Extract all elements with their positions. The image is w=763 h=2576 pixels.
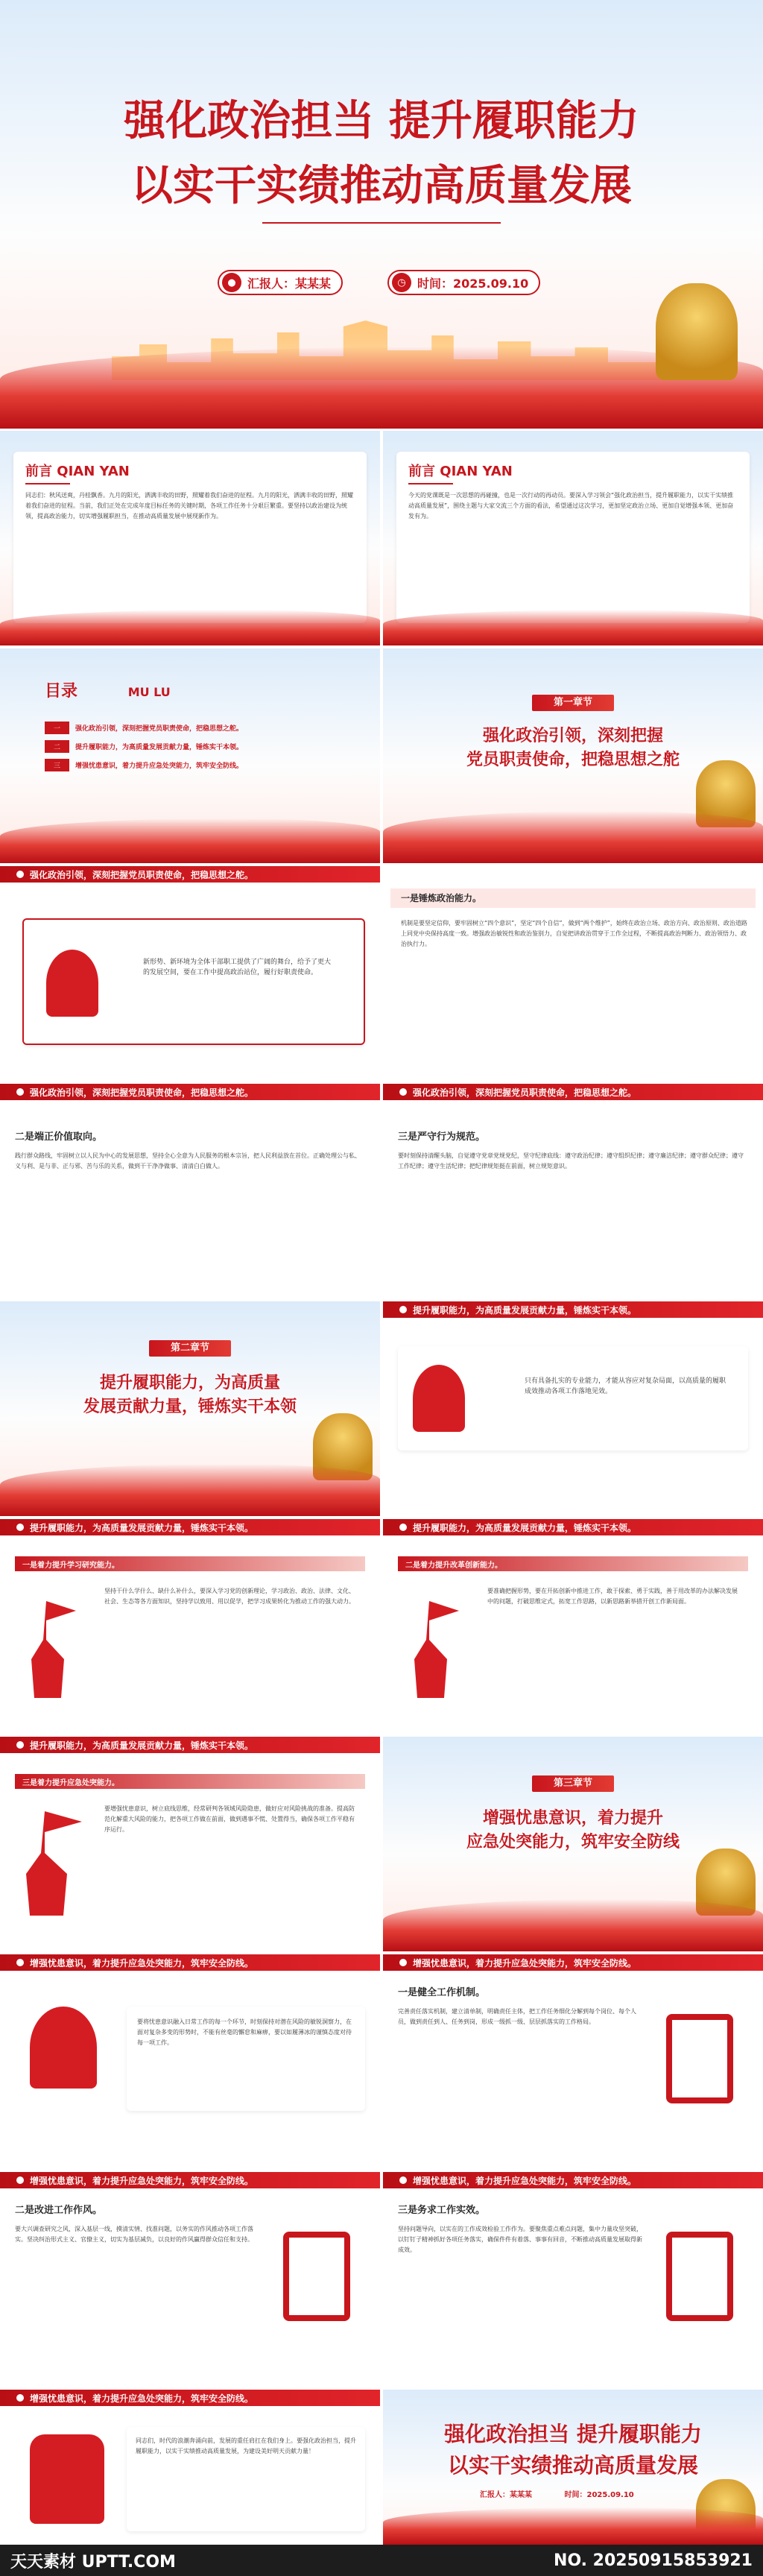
reading-person-icon [30, 2007, 97, 2089]
s2a-bar [0, 1519, 380, 1535]
preface-title-underline-right [408, 483, 453, 484]
preface-title-right: 前言 QIAN YAN [408, 464, 513, 479]
s3-slide-left [0, 1954, 380, 2169]
s1b-bar-text: 强化政治引领，深刻把握党员职责使命，把稳思想之舵。 [30, 1087, 254, 1098]
closing-reporter-text: 汇报人：某某某 [480, 2491, 532, 2499]
clipboard-icon [666, 2232, 733, 2321]
s3c-bar-text: 增强忧患意识，着力提升应急处突能力，筑牢安全防线。 [30, 2393, 254, 2404]
s1b-bar [0, 1084, 380, 1100]
bar-dot [399, 1088, 407, 1096]
preface-title: 前言 QIAN YAN [25, 464, 130, 479]
s2b-bar [0, 1737, 380, 1753]
s2b-left-heading-bar [15, 1774, 365, 1789]
toc-ribbon [0, 818, 380, 863]
cover-slide [0, 0, 763, 429]
chapter1-badge: 第一章节 [532, 695, 614, 711]
s3c-bar [0, 2390, 380, 2406]
s2-card [398, 1346, 748, 1450]
toc-title [45, 678, 171, 701]
s3-bar-right [383, 1954, 763, 1971]
preface-card-right [396, 452, 750, 623]
s1b-right-heading: 三是严守行为规范。 [398, 1131, 486, 1143]
preface-text-right: 今天的党课既是一次思想的再碰撞，也是一次行动的再动员。要深入学习领会“强化政治担当，提升履职能力，以实干实绩推动高质量发展”，围绕主题与大家交流三个方面的看法，希望通过这次学习，更加坚定政治立场、更加自觉增强本领、更加奋发有为。 [408, 492, 734, 520]
s2-card-text: 只有具备扎实的专业能力，才能从容应对复杂局面，以高质量的履职成效推动各项工作落地见效。 [525, 1377, 726, 1395]
s2a-slide-left [0, 1519, 380, 1734]
s1b-left-text: 践行群众路线，牢固树立以人民为中心的发展思想，坚持全心全意为人民服务的根本宗旨，把人民利益放在首位。正确处理公与私、义与利、是与非、正与邪、苦与乐的关系，做到干干净净做事、清清白白做人。 [15, 1152, 361, 1169]
s1b-slide-right [383, 1084, 763, 1298]
flag-raising-icon [22, 1601, 82, 1698]
cover-reporter [218, 270, 343, 295]
chapter3-badge: 第三章节 [532, 1775, 614, 1792]
s1-slide-left [0, 866, 380, 1081]
reading-person-icon [413, 1365, 465, 1432]
bar-dot [16, 1524, 24, 1531]
s1b-bar-right [383, 1084, 763, 1100]
s2a-slide-right [383, 1519, 763, 1734]
toc-item-text: 增强忧患意识，着力提升应急处突能力，筑牢安全防线。 [75, 763, 244, 770]
chapter2-slide [0, 1301, 380, 1516]
bar-dot [399, 1306, 407, 1313]
toc-item[interactable] [45, 722, 343, 734]
s2a-bar-right [383, 1519, 763, 1535]
s3b-right-text: 坚持问题导向，以实在的工作成效检验工作作为。要聚焦重点难点问题，集中力量攻坚突破，以钉钉子精神抓好各项任务落实，确保件件有着落、事事有回音，不断推动高质量发展取得新成效。 [398, 2226, 642, 2253]
s2b-left-text: 要增强忧患意识，树立底线思维，经常研判各领域风险隐患，做好应对风险挑战的准备。提高防范化解重大风险的能力，把各项工作做在前面，做到遇事不慌、处置得当，确保各项工作平稳有序运行。 [104, 1805, 355, 1833]
watermark-left: 天天素材 UPTT.COM [10, 2552, 176, 2572]
s3-right-text: 完善责任落实机制，建立清单制，明确责任主体，把工作任务细化分解到每个岗位、每个人员，做到责任到人、任务到岗，形成一级抓一级、层层抓落实的工作格局。 [398, 2008, 636, 2025]
preface-ribbon-right [383, 610, 763, 645]
chapter2-badge: 第二章节 [149, 1340, 231, 1357]
s2-slide-right [383, 1301, 763, 1516]
s3b-bar-right-text: 增强忧患意识，着力提升应急处突能力，筑牢安全防线。 [413, 2175, 637, 2186]
chapter3-ribbon [383, 1899, 763, 1951]
lion-statue [656, 283, 738, 380]
s1-bar [0, 866, 380, 883]
s3c-card-text: 同志们，时代的浪潮奔涌向前，发展的重任肩扛在我们身上。要强化政治担当，提升履职能力，以实干实绩推动高质量发展，为建设美好明天贡献力量！ [136, 2437, 356, 2455]
toc-item-text: 提升履职能力，为高质量发展贡献力量，锤炼实干本领。 [75, 744, 244, 751]
reading-person-icon [46, 950, 98, 1017]
s1b-bar-right-text: 强化政治引领，深刻把握党员职责使命，把稳思想之舵。 [413, 1087, 637, 1098]
s2a-right-text: 要准确把握形势，要在开拓创新中推进工作，敢于探索、勇于实践，善于用改革的办法解决发展中的问题，打破思维定式，拓宽工作思路，以新思路新举措开创工作新局面。 [487, 1588, 738, 1605]
s3c-card [127, 2427, 365, 2531]
chapter1-slide [383, 648, 763, 863]
toc-item[interactable] [45, 759, 343, 771]
chapter3-title-1: 增强忧患意识，着力提升 [482, 1809, 663, 1828]
s2a-right-heading: 二是着力提升改革创新能力。 [405, 1562, 502, 1570]
flag-raising-icon [405, 1601, 465, 1698]
watermark-footer [0, 2545, 763, 2576]
s2b-left-heading: 三是着力提升应急处突能力。 [22, 1779, 119, 1787]
chapter2-title-1: 提升履职能力，为高质量 [99, 1374, 280, 1392]
cover-time [387, 270, 540, 295]
s3-card-text: 要将忧患意识融入日常工作的每一个环节，时刻保持对潜在风险的敏锐洞察力，在面对复杂多变的形势时，不能有丝毫的懈怠和麻痹，要以如履薄冰的谨慎态度对待每一项工作。 [137, 2018, 352, 2046]
s3-slide-right [383, 1954, 763, 2169]
chapter1-ribbon [383, 811, 763, 863]
bar-dot [16, 1088, 24, 1096]
s2a-left-text: 坚持干什么学什么、缺什么补什么，要深入学习党的创新理论，学习政治、政治、法律、文化、社会、生态等各方面知识，坚持学以致用、用以促学，把学习成果转化为推动工作的强大动力。 [104, 1588, 355, 1605]
toc-title-cn: 目录 [45, 682, 78, 701]
s1-card-text: 新形势、新环境为全体干部职工提供了广阔的舞台，给予了更大的发展空间，要在工作中提高政治站位，履行好职责使命。 [143, 959, 332, 976]
chapter2-ribbon [0, 1464, 380, 1516]
chapter1-title-1: 强化政治引领，深刻把握 [482, 727, 663, 745]
chapter3-title-2: 应急处突能力，筑牢安全防线 [466, 1833, 680, 1852]
s2b-slide-left [0, 1737, 380, 1951]
s3-bar-text: 增强忧患意识，着力提升应急处突能力，筑牢安全防线。 [30, 1957, 254, 1969]
s3-right-heading: 一是健全工作机制。 [398, 1987, 486, 1998]
user-icon: ● [222, 273, 241, 292]
flag-raising-icon [15, 1811, 89, 1916]
cover-reporter-text: 汇报人：某某某 [247, 276, 332, 291]
chapter2-title-2: 发展贡献力量，锤炼实干本领 [83, 1398, 297, 1416]
bar-dot [399, 1959, 407, 1966]
bar-dot [16, 871, 24, 878]
s3-bar [0, 1954, 380, 1971]
cover-red-ribbon [0, 347, 763, 429]
closing-ribbon [383, 2507, 763, 2545]
s1-right-heading-box [390, 888, 756, 908]
chapter1-title-2: 党员职责使命，把稳思想之舵 [466, 751, 680, 769]
s1-slide-right [383, 866, 763, 1081]
cover-title-1: 强化政治担当 提升履职能力 [124, 96, 639, 145]
s1-right-heading: 一是锤炼政治能力。 [401, 893, 482, 903]
preface-card [13, 452, 367, 623]
s2a-left-heading: 一是着力提升学习研究能力。 [22, 1562, 119, 1570]
bar-dot [399, 2176, 407, 2184]
s3-card [127, 2007, 365, 2111]
toc-item-text: 强化政治引领，深刻把握党员职责使命，把稳思想之舵。 [75, 725, 244, 733]
closing-reporter [480, 2488, 634, 2499]
toc-slide [0, 648, 380, 863]
toc-item-num: 三 [45, 759, 69, 771]
preface-text: 同志们：秋风送爽，丹桂飘香。九月的阳光，洒满丰收的田野，照耀着我们奋进的征程。九月的阳光，洒满丰收的田野，照耀着我们奋进的征程。当前，我们正处在完成年度目标任务的关键时期，各项工作任务十分艰巨繁重。要坚持以政治建设为统领，提高政治能力，切实增强履职担当，在推动高质量发展中展现新作为。 [25, 492, 353, 520]
s3b-left-text: 要大兴调查研究之风，深入基层一线，摸清实情、找准问题，以务实的作风推动各项工作落实。坚决纠治形式主义、官僚主义，切实为基层减负，以良好的作风赢得群众信任和支持。 [15, 2226, 253, 2243]
closing-time-text: 时间：2025.09.10 [564, 2491, 634, 2499]
s1b-left-heading: 二是端正价值取向。 [15, 1131, 103, 1143]
s2-bar [383, 1301, 763, 1318]
cover-time-text: 时间：2025.09.10 [417, 276, 529, 291]
preface-slide-left [0, 431, 380, 645]
toc-title-en: MU LU [127, 685, 171, 699]
s3b-bar [0, 2172, 380, 2188]
bar-dot [16, 2394, 24, 2402]
s2a-right-heading-bar [398, 1556, 748, 1571]
cover-title-2: 以实干实绩推动高质量发展 [131, 161, 632, 210]
cover-divider [262, 222, 501, 224]
bar-dot [16, 1959, 24, 1966]
clipboard-icon [666, 2014, 733, 2103]
s1b-right-text: 要时刻保持清醒头脑，自觉遵守党章党规党纪，坚守纪律底线：遵守政治纪律；遵守组织纪律；遵守廉洁纪律；遵守群众纪律；遵守工作纪律；遵守生活纪律；把纪律规矩挺在前面，树立规矩意识。 [398, 1152, 744, 1169]
s1-right-text: 机制是要坚定信仰，要牢固树立“四个意识”，坚定“四个自信”，做到“两个维护”，始终在政治立场、政治方向、政治原则、政治道路上同党中央保持高度一致。增强政治敏锐性和政治鉴别力，自觉把讲政治贯穿于工作全过程，不断提高政治判断力、政治领悟力、政治执行力。 [401, 920, 747, 947]
toc-item-num: 一 [45, 722, 69, 734]
s3-bar-right-text: 增强忧患意识，着力提升应急处突能力，筑牢安全防线。 [413, 1957, 637, 1969]
raised-fist-icon [30, 2434, 104, 2524]
s1-bar-text: 强化政治引领，深刻把握党员职责使命，把稳思想之舵。 [30, 869, 254, 880]
clock-icon: ◷ [392, 273, 411, 292]
chapter3-slide [383, 1737, 763, 1951]
closing-title-1: 强化政治担当 提升履职能力 [444, 2422, 702, 2446]
bar-dot [16, 1741, 24, 1749]
preface-title-underline [25, 483, 70, 484]
s3b-bar-right [383, 2172, 763, 2188]
toc-item[interactable] [45, 740, 343, 753]
s3b-slide-right [383, 2172, 763, 2387]
s2a-left-heading-bar [15, 1556, 365, 1571]
s3b-slide-left [0, 2172, 380, 2387]
s3b-right-heading: 三是务求工作实效。 [398, 2205, 486, 2216]
watermark-right: NO. 20250915853921 [554, 2551, 753, 2570]
toc-list [45, 722, 343, 771]
s2a-bar-right-text: 提升履职能力，为高质量发展贡献力量，锤炼实干本领。 [413, 1522, 637, 1533]
toc-item-num: 二 [45, 740, 69, 753]
preface-slide-right [383, 431, 763, 645]
s1-card [22, 918, 365, 1045]
s2a-bar-text: 提升履职能力，为高质量发展贡献力量，锤炼实干本领。 [30, 1522, 254, 1533]
s3b-bar-text: 增强忧患意识，着力提升应急处突能力，筑牢安全防线。 [30, 2175, 254, 2186]
bar-dot [399, 1524, 407, 1531]
s3b-left-heading: 二是改进工作作风。 [15, 2205, 103, 2216]
s1b-slide-left [0, 1084, 380, 1298]
clipboard-icon [283, 2232, 350, 2321]
closing-title-2: 以实干实绩推动高质量发展 [447, 2453, 698, 2478]
s2-bar-text: 提升履职能力，为高质量发展贡献力量，锤炼实干本领。 [413, 1304, 637, 1316]
s2b-bar-text: 提升履职能力，为高质量发展贡献力量，锤炼实干本领。 [30, 1740, 254, 1751]
preface-ribbon [0, 610, 380, 645]
bar-dot [16, 2176, 24, 2184]
